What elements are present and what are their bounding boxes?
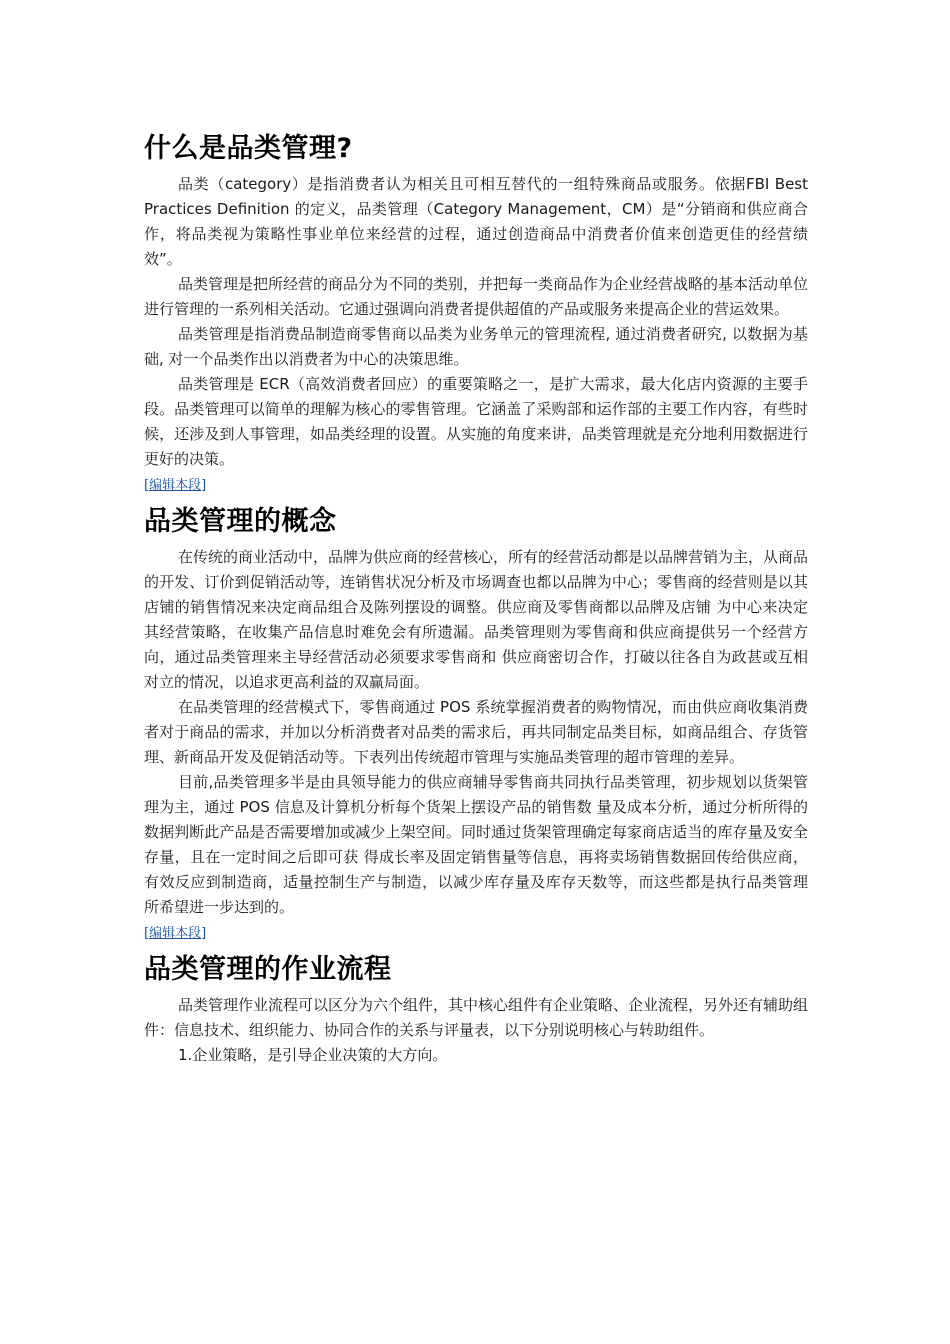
section-what-is-category-management (144, 130, 808, 497)
edit-link-close-bracket: ] (201, 926, 207, 941)
section-category-management-concept (144, 503, 808, 945)
edit-link-label: 编辑本段 (149, 926, 202, 941)
section-title: 品类管理的作业流程 (144, 954, 392, 985)
paragraph: 1.企业策略，是引导企业决策的大方向。 (178, 1046, 448, 1064)
section-title: 什么是品类管理? (144, 133, 353, 164)
edit-section-link[interactable] (144, 923, 808, 945)
paragraph: 品类管理是把所经营的商品分为不同的类别，并把每一类商品作为企业经营战略的基本活动单位进行管理的一系列相关活动。它通过强调向消费者提供超值的产品或服务来提高企业的营运效果。 (144, 275, 809, 318)
paragraph: 在品类管理的经营模式下，零售商通过 POS 系统掌握消费者的购物情况，而由供应商收集消费者对于商品的需求，并加以分析消费者对品类的需求后，再共同制定品类目标，如商品组合、存货管理、新商品开发及促销活动等。下表列出传统超市管理与实施品类管理的超市管理的差异。 (144, 698, 808, 766)
edit-link-label: 编辑本段 (149, 478, 202, 493)
section-title: 品类管理的概念 (144, 506, 337, 537)
paragraph: 品类（category）是指消费者认为相关且可相互替代的一组特殊商品或服务。依据FBI Best Practices Definition 的定义，品类管理（Category Management，CM）是“分销商和供应商合作，将品类视为策略性事业单位来经营的过程，通过创造商品中消费者价值来创造更佳的经营绩效”。 (144, 175, 808, 268)
section-category-management-workflow (144, 951, 808, 1068)
paragraph: 在传统的商业活动中，品牌为供应商的经营核心，所有的经营活动都是以品牌营销为主，从商品的开发、订价到促销活动等，连销售状况分析及市场调查也都以品牌为中心；零售商的经营则是以其店铺的销售情况来决定商品组合及陈列摆设的调整。供应商及零售商都以品牌及店铺 为中心来决定其经营策略，在收集产品信息时难免会有所遗漏。品类管理则为零售商和供应商提供另一个经营方向，通过品类管理来主导经营活动必须要求零售商和 供应商密切合作，打破以往各自为政甚或互相对立的情况，以追求更高利益的双赢局面。 (144, 548, 809, 691)
paragraph: 品类管理是 ECR（高效消费者回应）的重要策略之一，是扩大需求，最大化店内资源的主要手段。品类管理可以简单的理解为核心的零售管理。它涵盖了采购部和运作部的主要工作内容，有些时候，还涉及到人事管理，如品类经理的设置。从实施的角度来讲，品类管理就是充分地利用数据进行更好的决策。 (144, 375, 808, 468)
edit-link-open-bracket: [ (144, 478, 150, 493)
paragraph: 目前,品类管理多半是由具领导能力的供应商辅导零售商共同执行品类管理，初步规划以货架管理为主，通过 POS 信息及计算机分析每个货架上摆设产品的销售数 量及成本分析，通过分析所得的数据判断此产品是否需要增加或减少上架空间。同时通过货架管理确定每家商店适当的库存量及安全存量，且在一定时间之后即可获 得成长率及固定销售量等信息，再将卖场销售数据回传给供应商，有效反应到制造商，适量控制生产与制造，以减少库存量及库存天数等，而这些都是执行品类管理 所希望进一步达到的。 (144, 773, 808, 916)
edit-link-close-bracket: ] (201, 478, 207, 493)
document-page (144, 130, 808, 1068)
edit-section-link[interactable] (144, 475, 808, 497)
paragraph: 品类管理作业流程可以区分为六个组件，其中核心组件有企业策略、企业流程，另外还有辅助组件：信息技术、组织能力、协同合作的关系与评量表，以下分别说明核心与转助组件。 (144, 996, 809, 1039)
edit-link-open-bracket: [ (144, 926, 150, 941)
paragraph: 品类管理是指消费品制造商零售商以品类为业务单元的管理流程, 通过消费者研究, 以数据为基础, 对一个品类作出以消费者为中心的决策思维。 (144, 325, 808, 368)
